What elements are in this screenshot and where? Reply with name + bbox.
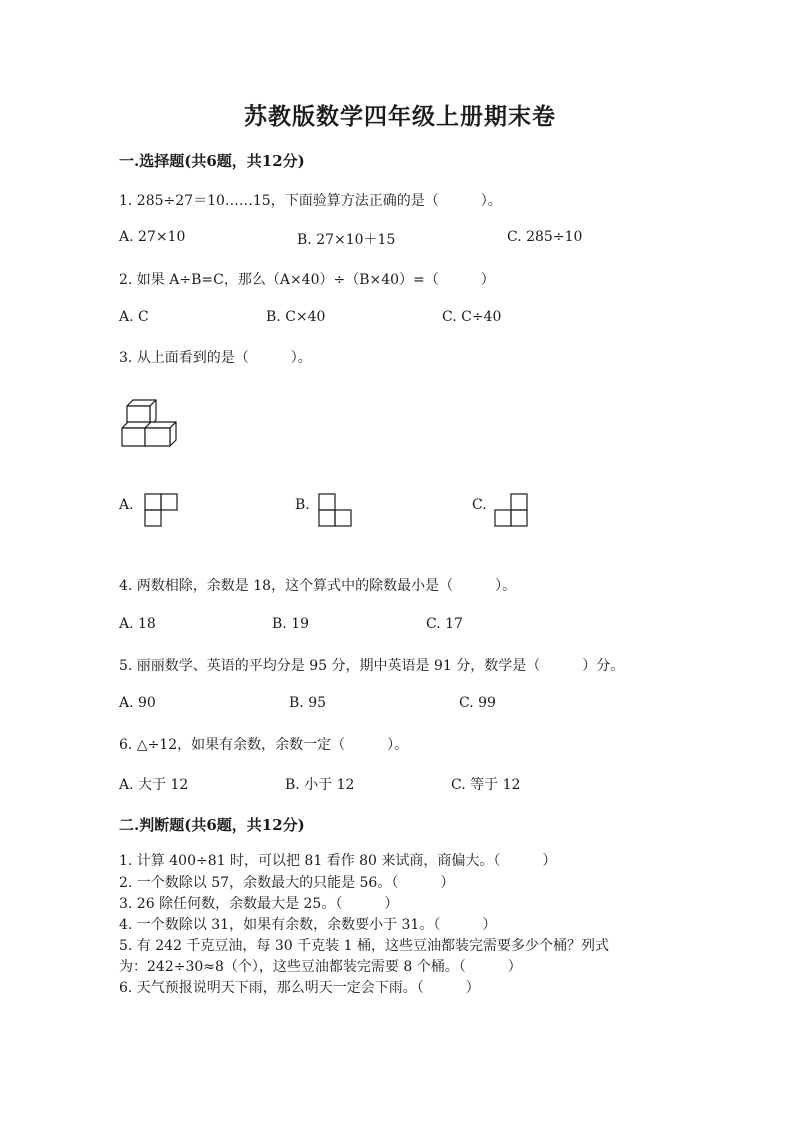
question-1-text: 1. 285÷27＝10……15，下面验算方法正确的是（ ）。 <box>119 193 502 209</box>
question-6-option-b[interactable]: B. 小于 12 <box>285 777 355 793</box>
question-6-option-c[interactable]: C. 等于 12 <box>451 777 521 793</box>
question-4-text: 4. 两数相除，余数是 18，这个算式中的除数最小是（ ）。 <box>119 578 517 594</box>
question-4-option-a[interactable]: A. 18 <box>119 616 156 632</box>
question-3-option-c[interactable]: C. <box>472 497 487 513</box>
question-5-text: 5. 丽丽数学、英语的平均分是 95 分，期中英语是 91 分，数学是（ ）分。 <box>119 658 625 674</box>
question-1-option-c[interactable]: C. 285÷10 <box>507 229 583 245</box>
question-6-option-a[interactable]: A. 大于 12 <box>119 777 189 793</box>
section-heading-judgement: 二.判断题(共6题，共12分) <box>119 816 305 834</box>
judgement-item-6: 6. 天气预报说明天下雨，那么明天一定会下雨。（ ） <box>119 980 480 996</box>
question-3-option-b[interactable]: B. <box>295 497 310 513</box>
judgement-item-3: 3. 26 除任何数，余数最大是 25。（ ） <box>119 896 399 912</box>
judgement-item-1: 1. 计算 400÷81 时，可以把 81 看作 80 来试商，商偏大。（ ） <box>119 853 557 869</box>
section-heading-choice: 一.选择题(共6题，共12分) <box>119 152 305 170</box>
isometric-cubes-icon <box>118 398 182 448</box>
page-title: 苏教版数学四年级上册期末卷 <box>244 103 556 130</box>
top-view-a-icon <box>144 492 178 528</box>
question-4-option-b[interactable]: B. 19 <box>272 616 310 632</box>
question-5-option-b[interactable]: B. 95 <box>289 695 327 711</box>
judgement-item-4: 4. 一个数除以 31，如果有余数，余数要小于 31。（ ） <box>119 917 497 933</box>
question-2-option-a[interactable]: A. C <box>119 309 149 325</box>
question-3-text: 3. 从上面看到的是（ ）。 <box>119 350 312 366</box>
question-1-option-b[interactable]: B. 27×10＋15 <box>297 232 396 248</box>
top-view-b-icon <box>318 492 352 528</box>
judgement-item-5-line-1: 5. 有 242 千克豆油，每 30 千克装 1 桶，这些豆油都装完需要多少个桶？列式 <box>119 938 609 954</box>
judgement-item-2: 2. 一个数除以 57，余数最大的只能是 56。（ ） <box>119 875 455 891</box>
question-5-option-a[interactable]: A. 90 <box>119 695 156 711</box>
question-4-option-c[interactable]: C. 17 <box>426 616 463 632</box>
question-3-option-a[interactable]: A. <box>119 497 134 513</box>
judgement-item-5-line-2: 为：242÷30≈8（个），这些豆油都装完需要 8 个桶。（ ） <box>119 959 522 975</box>
question-5-option-c[interactable]: C. 99 <box>459 695 496 711</box>
question-6-text: 6. △÷12，如果有余数，余数一定（ ）。 <box>119 737 409 753</box>
question-1-option-a[interactable]: A. 27×10 <box>119 229 186 245</box>
top-view-c-icon <box>494 492 528 528</box>
question-2-option-b[interactable]: B. C×40 <box>266 309 326 325</box>
question-2-text: 2. 如果 A÷B=C，那么（A×40）÷（B×40）=（ ） <box>119 272 495 288</box>
question-2-option-c[interactable]: C. C÷40 <box>442 309 502 325</box>
